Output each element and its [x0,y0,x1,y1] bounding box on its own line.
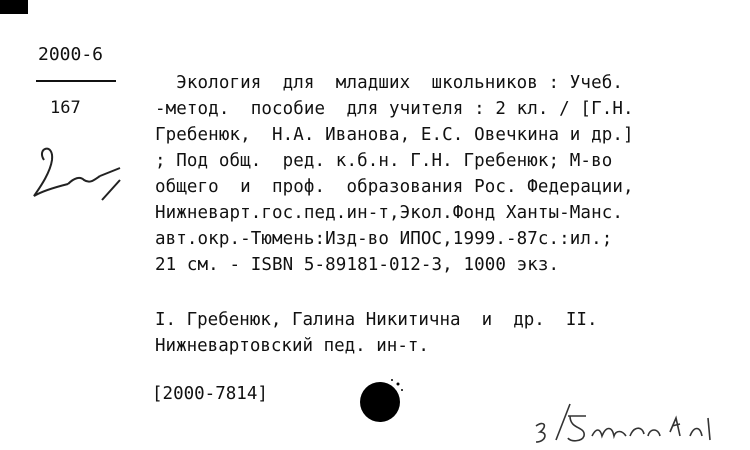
entry-line: -метод. пособие для учителя : 2 кл. / [Г.Н. [155,99,634,119]
handwritten-scribble-icon [30,140,130,210]
entry-line: общего и проф. образования Рос. Федерации, [155,177,634,197]
tracing-line: I. Гребенюк, Галина Никитична и др. II. [155,310,598,330]
entry-line: Нижневарт.гос.пед.ин-т,Экол.Фонд Ханты-Манс. [155,203,623,223]
tracings-block [155,307,747,359]
entry-line: 21 см. - ISBN 5-89181-012-3, 1000 экз. [155,255,560,275]
ink-blot-icon [356,374,412,426]
entry-line: Экология для младших школьников : Учеб. [155,73,623,93]
entry-line: Гребенюк, Н.А. Иванова, Е.С. Овечкина и др.] [155,125,634,145]
call-number-divider [36,80,116,82]
accession-number: [2000-7814] [152,384,268,404]
corner-punch-mark [0,0,28,14]
tracing-line: Нижневартовский пед. ин-т. [155,336,429,356]
shelf-number: 167 [50,98,81,118]
handwritten-inventory-note-icon [530,396,730,446]
entry-line: ; Под общ. ред. к.б.н. Г.Н. Гребенюк; М-во [155,151,613,171]
catalog-entry [155,70,747,278]
entry-line: авт.окр.-Тюмень:Изд-во ИПОС,1999.-87с.:ил.; [155,229,613,249]
call-number: 2000-6 [38,44,104,65]
